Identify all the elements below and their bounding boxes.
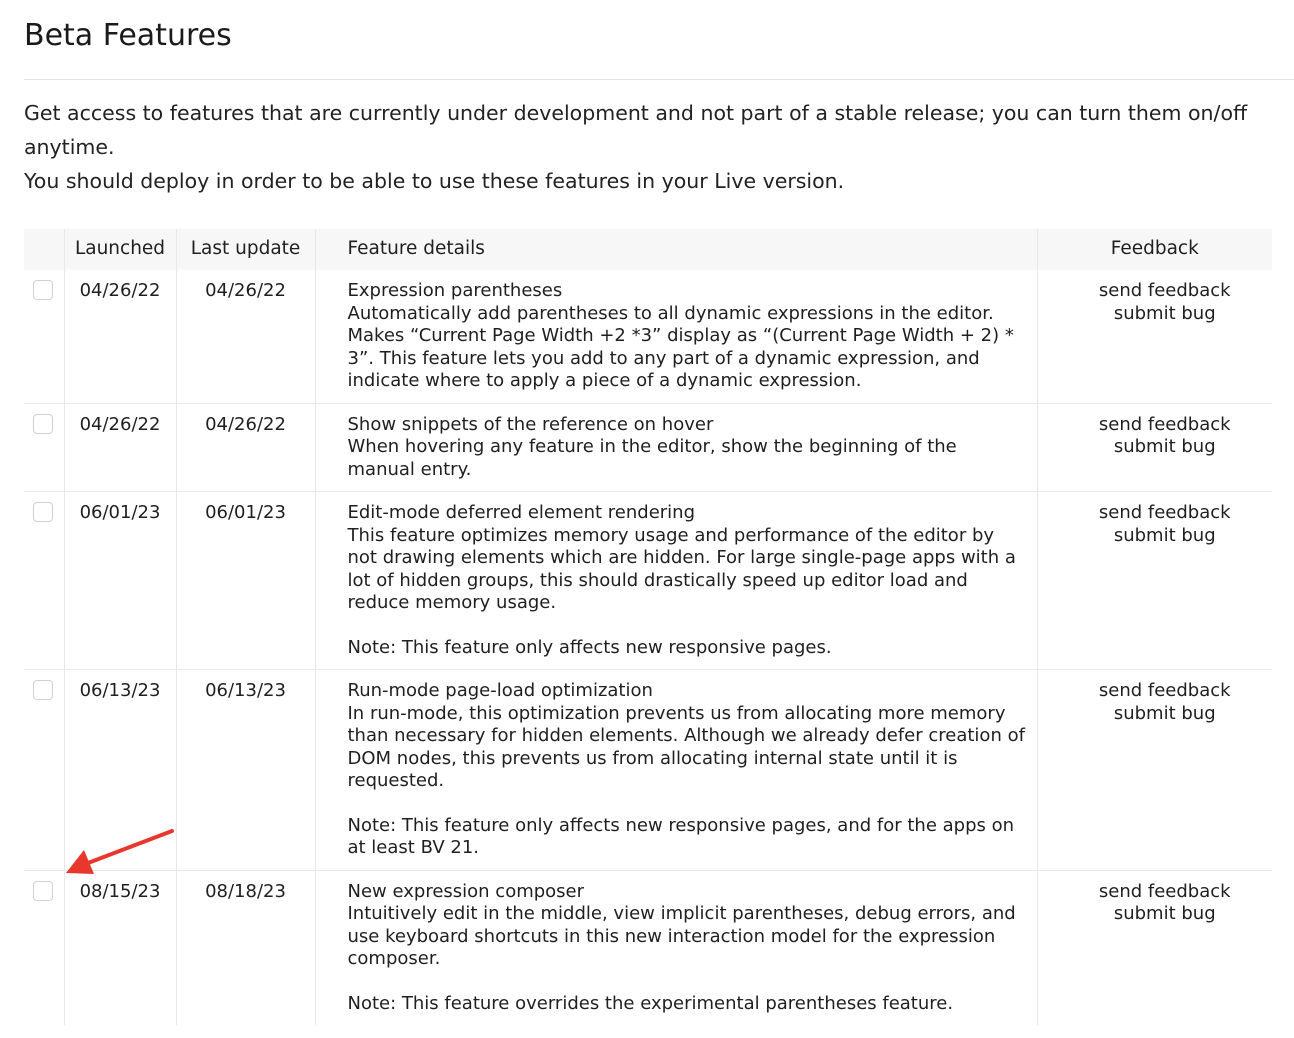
send-feedback-link[interactable]: send feedback xyxy=(1098,880,1231,902)
feature-toggle-checkbox[interactable] xyxy=(33,414,53,434)
feature-title: Show snippets of the reference on hover xyxy=(347,413,714,435)
page-title: Beta Features xyxy=(24,18,232,53)
feature-toggle-checkbox[interactable] xyxy=(33,881,53,901)
feature-title: Expression parentheses xyxy=(347,280,563,301)
launched-date: 04/26/22 xyxy=(64,270,176,403)
intro-line-2: You should deploy in order to be able to use these features in your Live version. xyxy=(24,169,845,193)
row-checkbox-cell xyxy=(24,870,64,1025)
feature-details xyxy=(315,670,1037,871)
feature-note: Note: This feature only affects new responsive pages, and for the apps on at least BV 21. xyxy=(347,814,1015,858)
launched-date: 06/01/23 xyxy=(64,492,176,670)
launched-date: 06/13/23 xyxy=(64,670,176,871)
table-row xyxy=(24,870,1272,1025)
feedback-cell xyxy=(1037,492,1272,670)
feature-toggle-checkbox[interactable] xyxy=(33,502,53,522)
row-checkbox-cell xyxy=(24,403,64,492)
last-update-date: 04/26/22 xyxy=(176,270,315,403)
row-checkbox-cell xyxy=(24,492,64,670)
header-last-update: Last update xyxy=(176,229,315,270)
feedback-cell xyxy=(1037,670,1272,871)
header-feedback: Feedback xyxy=(1037,229,1272,270)
feature-description: This feature optimizes memory usage and performance of the editor by not drawing elements which are hidden. For large single-page apps with a lot of hidden groups, this should drastically speed up editor load and reduce memory usage. xyxy=(347,524,1016,613)
feature-title: Run-mode page-load optimization xyxy=(347,680,653,701)
feedback-cell xyxy=(1037,270,1272,403)
launched-date: 08/15/23 xyxy=(64,870,176,1025)
last-update-date: 08/18/23 xyxy=(176,870,315,1025)
header-checkbox-column xyxy=(24,229,64,270)
table-row xyxy=(24,670,1272,871)
table-row xyxy=(24,270,1272,403)
feature-toggle-checkbox[interactable] xyxy=(33,680,53,700)
launched-date: 04/26/22 xyxy=(64,403,176,492)
feature-description: Intuitively edit in the middle, view implicit parentheses, debug errors, and use keyboard shortcuts in this new interaction model for the expression composer. xyxy=(347,903,1016,969)
intro-text xyxy=(24,96,1294,198)
feature-details xyxy=(315,870,1037,1025)
submit-bug-link[interactable]: submit bug xyxy=(1113,903,1216,924)
feature-description: When hovering any feature in the editor, show the beginning of the manual entry. xyxy=(347,436,957,480)
feature-description: In run-mode, this optimization prevents us from allocating more memory than necessary for hidden elements. Although we already defer creation of DOM nodes, this prevents us from allocating internal state until it is requested. xyxy=(347,702,1025,791)
table-row xyxy=(24,403,1272,492)
feedback-cell xyxy=(1037,870,1272,1025)
submit-bug-link[interactable]: submit bug xyxy=(1113,302,1216,324)
feature-details xyxy=(315,270,1037,403)
feature-title: Edit-mode deferred element rendering xyxy=(347,502,696,523)
feature-toggle-checkbox[interactable] xyxy=(33,280,53,300)
submit-bug-link[interactable]: submit bug xyxy=(1113,702,1216,724)
send-feedback-link[interactable]: send feedback xyxy=(1098,280,1231,301)
feedback-cell xyxy=(1037,403,1272,492)
title-divider xyxy=(24,79,1294,80)
header-feature-details: Feature details xyxy=(315,229,1037,270)
submit-bug-link[interactable]: submit bug xyxy=(1113,436,1216,457)
beta-features-page xyxy=(24,0,1294,1014)
table-row xyxy=(24,492,1272,670)
beta-features-table xyxy=(24,229,1272,1025)
send-feedback-link[interactable]: send feedback xyxy=(1098,413,1231,435)
feature-title: New expression composer xyxy=(347,880,585,902)
send-feedback-link[interactable]: send feedback xyxy=(1098,502,1231,523)
last-update-date: 06/13/23 xyxy=(176,670,315,871)
feature-note: Note: This feature overrides the experimental parentheses feature. xyxy=(347,992,954,1014)
submit-bug-link[interactable]: submit bug xyxy=(1113,524,1216,546)
feature-description: Automatically add parentheses to all dynamic expressions in the editor. Makes “Current Page Width +2 *3” display as “(Current Page Width + 2) * 3”. This feature lets you add to any part of a dynamic expression, and indicate where to apply a piece of a dynamic expression. xyxy=(347,302,1014,391)
feature-details xyxy=(315,403,1037,492)
feature-note: Note: This feature only affects new responsive pages. xyxy=(347,636,832,658)
feature-details xyxy=(315,492,1037,670)
row-checkbox-cell xyxy=(24,270,64,403)
header-launched: Launched xyxy=(64,229,176,270)
table-header-row xyxy=(24,229,1272,270)
last-update-date: 06/01/23 xyxy=(176,492,315,670)
row-checkbox-cell xyxy=(24,670,64,871)
last-update-date: 04/26/22 xyxy=(176,403,315,492)
intro-line-1: Get access to features that are currently under development and not part of a stable release; you can turn them on/off anytime. xyxy=(24,101,1248,159)
send-feedback-link[interactable]: send feedback xyxy=(1098,680,1231,701)
